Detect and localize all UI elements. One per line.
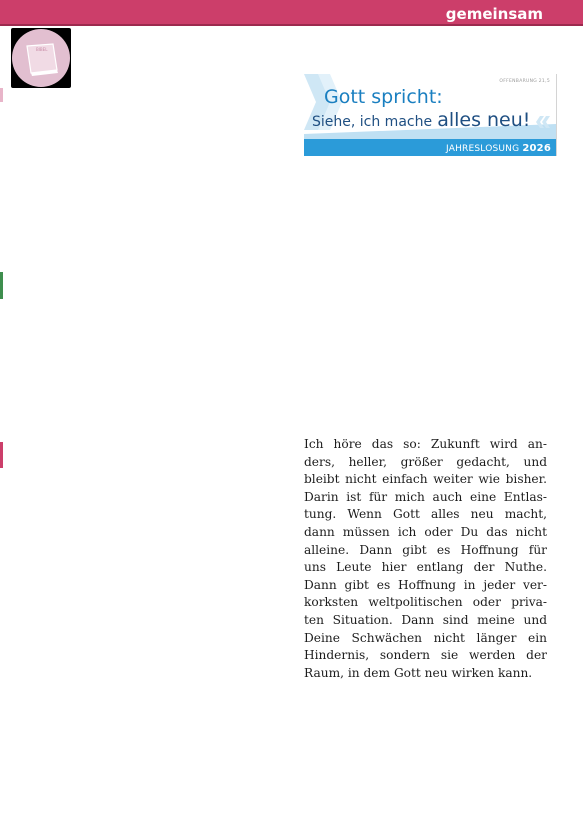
banner-headline: Gott spricht:: [324, 86, 443, 108]
article-line: bleibt nicht einfach weiter wie bisher.: [304, 472, 547, 487]
banner-verse: [312, 109, 530, 131]
article-line: Ich höre das so: Zukunft wird an-: [304, 437, 547, 451]
banner-verse-emphasis: alles neu!: [437, 109, 531, 131]
bible-icon-label: BIBEL: [36, 47, 48, 52]
header-bar: [0, 0, 583, 26]
article-text: [304, 436, 547, 682]
article-line: Deine Schwächen nicht länger ein: [304, 630, 547, 645]
article-line: Dann gibt es Hoffnung in jeder ver-: [304, 577, 547, 592]
article-line: korksten weltpolitischen oder priva-: [304, 595, 547, 610]
article-line: dann müssen ich oder Du das nicht: [304, 524, 547, 539]
jahreslosung-year: 2026: [522, 143, 551, 154]
article-line: ten Situation. Dann sind meine und: [304, 612, 547, 627]
page-edge-mark: [0, 442, 3, 468]
section-title: gemeinsam: [445, 5, 543, 23]
article-line: Darin ist für mich auch eine Entlas-: [304, 489, 547, 504]
bible-book-icon: [11, 28, 71, 88]
jahreslosung-banner: [304, 74, 557, 156]
article-line: Raum, in dem Gott neu wirken kann.: [304, 665, 533, 680]
page-edge-mark: [0, 88, 3, 102]
page-edge-mark: [0, 272, 3, 299]
article-line: alleine. Dann gibt es Hoffnung für: [304, 542, 547, 557]
banner-footer-label: [446, 143, 551, 154]
article-line: tung. Wenn Gott alles neu macht,: [304, 507, 547, 522]
article-line: ders, heller, größer gedacht, und: [304, 454, 547, 469]
article-line: Hindernis, sondern sie werden der: [304, 648, 547, 663]
article-line: uns Leute hier entlang der Nuthe.: [304, 560, 547, 575]
jahreslosung-label: JAHRESLOSUNG: [446, 144, 520, 154]
bible-reference: OFFENBARUNG 21,5: [499, 79, 550, 84]
banner-verse-start: Siehe, ich mache: [312, 114, 433, 130]
